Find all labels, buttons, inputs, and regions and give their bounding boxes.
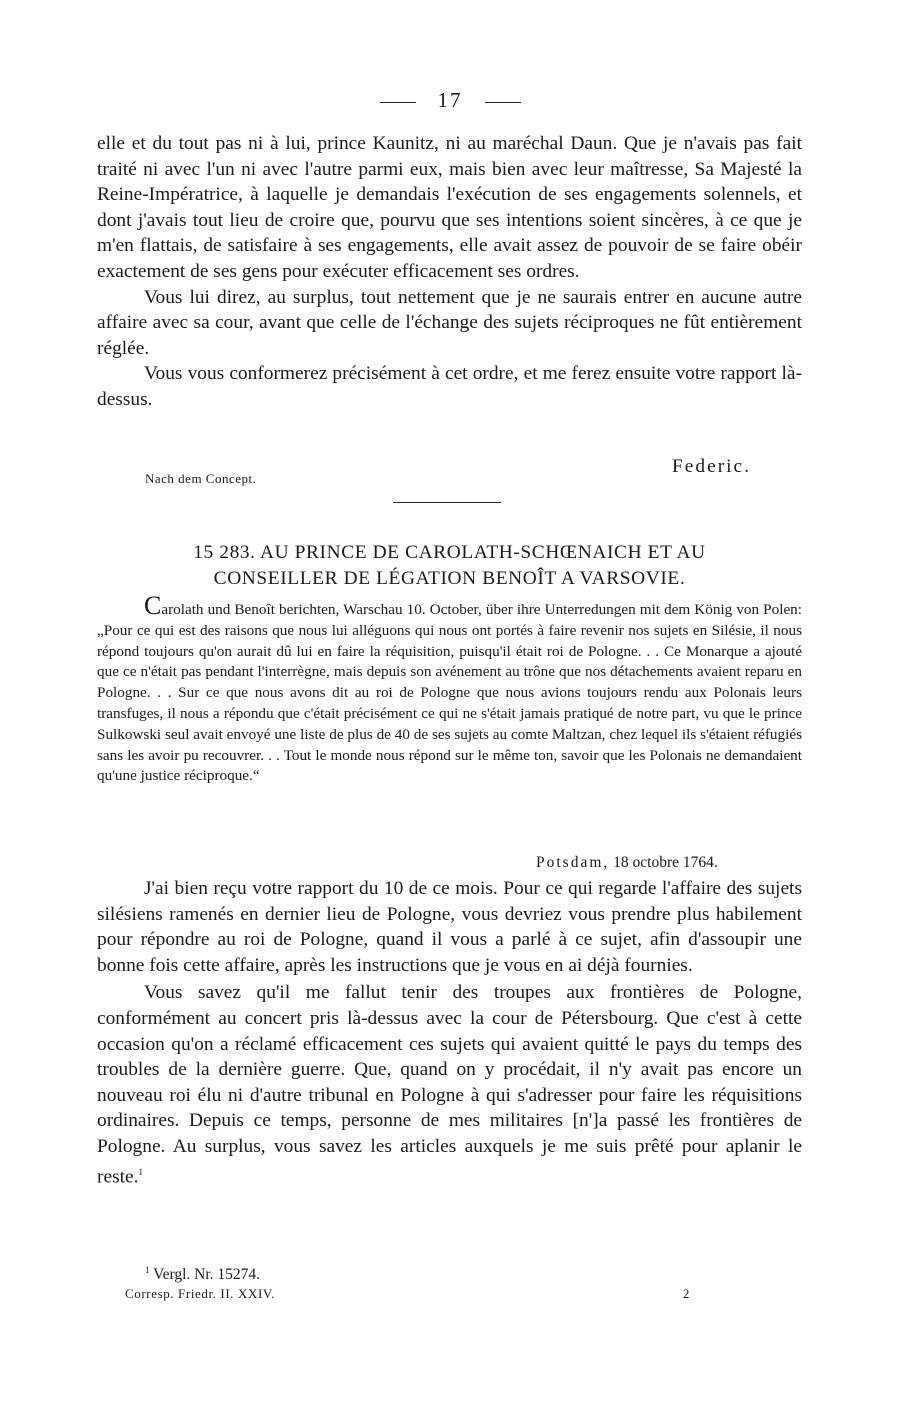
letter-heading (97, 540, 802, 592)
footnote-ref: 1 (138, 1166, 143, 1177)
section-divider (393, 502, 501, 503)
heading-line-1: 15 283. AU PRINCE DE CAROLATH-SCHŒNAICH ET AU (193, 542, 706, 563)
letter-body (97, 876, 802, 1190)
paragraph-5 (97, 980, 802, 1189)
summary-text: arolath und Benoît berichten, Warschau 10. October, über ihre Unterredungen mit dem König von Polen: „Pour ce qui est des raisons que nous lui alléguons qui nous ont portés à faire revenir nos sujets en Silésie, il nous répond toujours qu'on aurait dû lui en faire la réquisition, puisqu'il était roi de Pologne. . . Ce Monarque a ajouté que ce n'était pas pendant l'interrègne, mais depuis son avénement au trône que nos détachements avaient reparu en Pologne. . . Sur ce que nous avons dit au roi de Pologne que nous avions toujours rendu aux Polonais leurs transfuges, il nous a répondu que c'était précisément ce qui ne s'était jamais pratiqué de notre part, vu que le prince Sulkowski seul avait envoyé une liste de plus de 40 de ses sujets au comte Maltzan, chez lequel ils s'étaient réfugiés sans les avoir pu recouvrer. . . Tout le monde nous répond sur le même ton, savoir que les Polonais ne demandaient qu'une justice réciproque.“ (97, 601, 802, 785)
footnote-text: Vergl. Nr. 15274. (153, 1266, 261, 1284)
summary-block (97, 591, 802, 787)
sheet-number: 2 (682, 1286, 690, 1301)
header-dash-left (380, 102, 416, 103)
paragraph-4: J'ai bien reçu votre rapport du 10 de ce mois. Pour ce qui regarde l'affaire des sujets silésiens ramenés en dernier lieu de Pologne, vous devriez vous prendre plus habilement pour répondre au roi de Pologne, quand il vous a parlé à ce sujet, afin d'assoupir une bonne fois cette affaire, après les instructions que je vous en ai déjà fournies. (97, 878, 802, 976)
summary-initial: C (144, 591, 162, 620)
summary-paragraph (97, 591, 802, 787)
paragraph-1: elle et du tout pas ni à lui, prince Kaunitz, ni au maréchal Daun. Que je n'avais pas fait traité ni avec l'un ni avec l'autre parmi eux, mais bien avec leur maîtresse, Sa Majesté la Reine-Impératrice, à laquelle je demandais l'exécution de ses engagements solennels, et dont j'avais tout lieu de croire que, pourvu que ses intentions soient sincères, à ce que je m'en flattais, de satisfaire à ses engagements, elle avait assez de pouvoir de se faire obéir exactement de ses gens pour exécuter efficacement ses ordres. (97, 133, 802, 282)
footnote-mark: 1 (145, 1265, 150, 1275)
paragraph-5-text: Vous savez qu'il me fallut tenir des troupes aux frontières de Pologne, conformément au concert pris là-dessus avec la cour de Pétersbourg. Que c'est à cette occasion qu'on a réclamé efficacement ces sujets qui avaient quitté le pays du temps des troubles de la dernière guerre. Que, quand on y procédait, il n'y avait pas encore un nouveau roi élu ni d'autre tribunal en Pologne à qui s'adresser pour faire les réquisitions ordinaires. Depuis ce temps, personne de mes militaires [n']a passé les frontières de Pologne. Au surplus, vous savez les articles auxquels je me suis prêté pour aplanir le reste. (97, 982, 802, 1187)
dateline (536, 854, 718, 872)
dateline-date: 18 octobre 1764. (613, 854, 718, 871)
page-number: 17 (437, 88, 463, 112)
footnote (145, 1265, 260, 1284)
signature-mark: Corresp. Friedr. II. XXIV. (125, 1286, 276, 1301)
signature: Federic. (672, 456, 751, 477)
page-footer (125, 1286, 690, 1302)
letter-continuation (97, 131, 802, 413)
paragraph-3: Vous vous conformerez précisément à cet ordre, et me ferez ensuite votre rapport là-dessus. (97, 363, 802, 410)
header-dash-right (485, 102, 521, 103)
source-note: Nach dem Concept. (145, 471, 257, 486)
dateline-place: Potsdam, (536, 854, 610, 871)
heading-line-2: CONSEILLER DE LÉGATION BENOÎT A VARSOVIE. (213, 568, 686, 589)
page-header (0, 88, 900, 113)
paragraph-2: Vous lui direz, au surplus, tout nettement que je ne saurais entrer en aucune autre affaire avec sa cour, avant que celle de l'échange des sujets réciproques ne fût entièrement réglée. (97, 286, 802, 359)
